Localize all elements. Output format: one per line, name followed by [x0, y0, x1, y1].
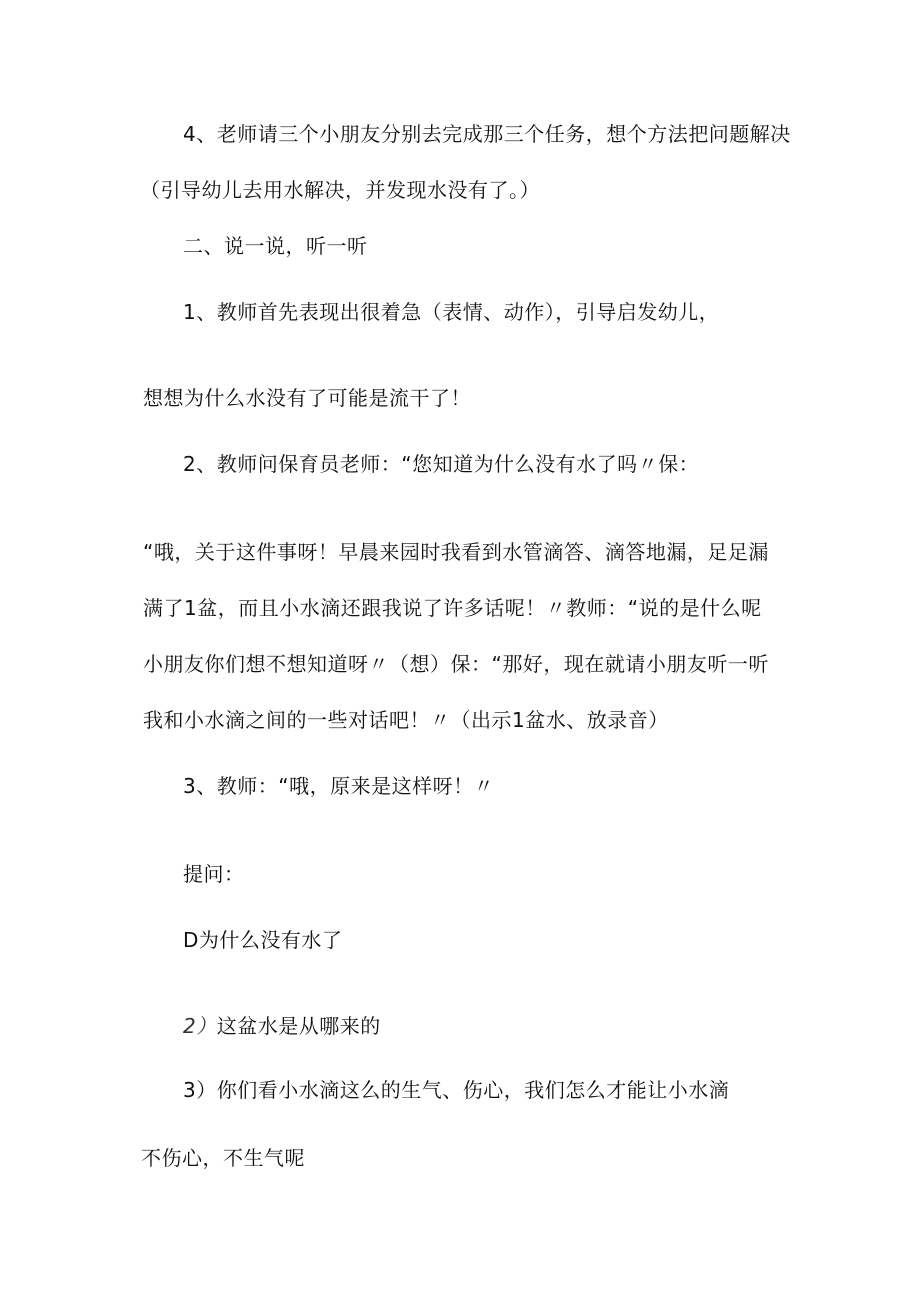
- paragraph-line: 想想为什么水没有了可能是流干了！: [143, 386, 471, 410]
- paragraph-line: 满了1盆，而且小水滴还跟我说了许多话呢！〃教师：“说的是什么呢: [143, 596, 762, 620]
- question-text: 这盆水是从哪来的: [216, 1014, 381, 1038]
- question-item: 3）你们看小水滴这么的生气、伤心，我们怎么才能让小水滴: [183, 1078, 730, 1102]
- question-item: [183, 1012, 381, 1040]
- paragraph-line: 不伤心，不生气呢: [141, 1146, 305, 1170]
- paragraph-line: 3、教师：“哦，原来是这样呀！〃: [183, 774, 495, 798]
- paragraph-line: （引导幼儿去用水解决，并发现水没有了。）: [140, 178, 540, 202]
- question-item: D为什么没有水了: [183, 928, 343, 952]
- paragraph-line: 小朋友你们想不想知道呀〃（想）保：“那好，现在就请小朋友听一听: [143, 652, 769, 676]
- section-heading: 二、说一说，听一听: [183, 234, 368, 258]
- question-number: 2）: [183, 1014, 217, 1038]
- question-heading: 提问：: [183, 862, 245, 886]
- paragraph-line: “哦，关于这件事呀！早晨来园时我看到水管滴答、滴答地漏，足足漏: [143, 540, 769, 564]
- paragraph-line: 4、老师请三个小朋友分别去完成那三个任务，想个方法把问题解决: [183, 122, 791, 146]
- paragraph-line: 2、教师问保育员老师：“您知道为什么没有水了吗〃保：: [183, 452, 700, 476]
- paragraph-line: 1、教师首先表现出很着急（表情、动作），引导启发幼儿，: [183, 300, 720, 324]
- paragraph-line: 我和小水滴之间的一些对话吧！〃（出示1盆水、放录音）: [143, 708, 669, 732]
